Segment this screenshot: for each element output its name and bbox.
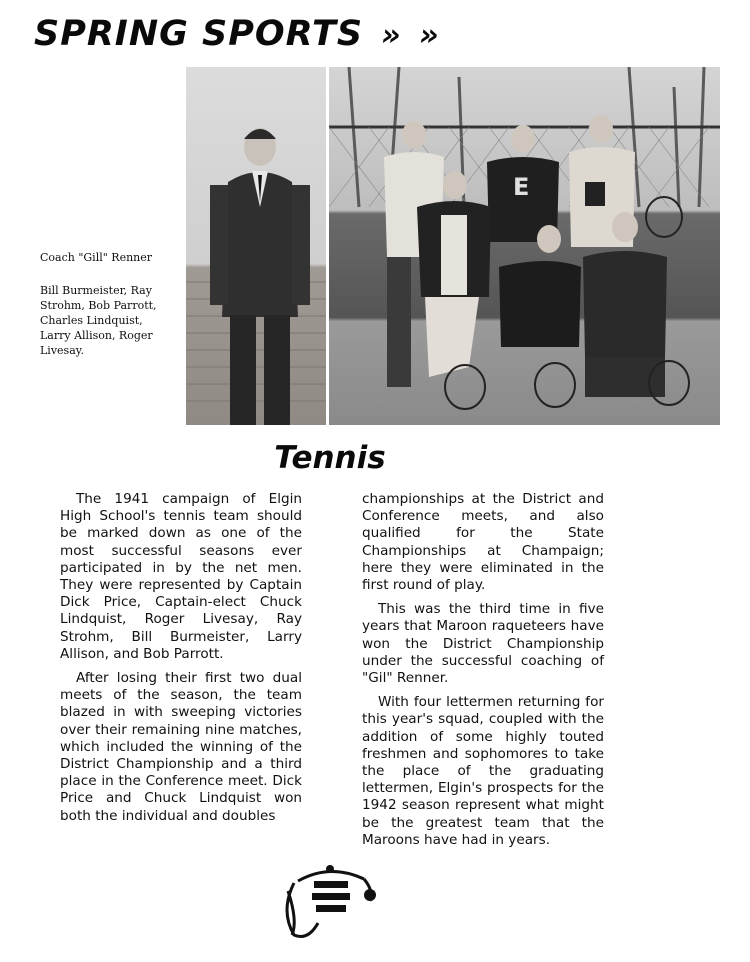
article-column-right: [362, 491, 604, 856]
team-figures-icon: [329, 67, 720, 425]
coach-figure-icon: [186, 67, 326, 425]
article-title: Tennis: [274, 440, 386, 476]
article-paragraph-part: championships at the District and Conference meets, and also qualified for the State Championships at Champaign; here they were eliminated in the first round of play.: [362, 491, 604, 594]
article-paragraph: The 1941 campaign of Elgin High School's tennis team should be marked down as one of the most successful seasons ever participated in by the net men. They were represented by Captain Dick Price, Captain-elect Chuck Lindquist, Roger Livesay, Ray Strohm, Bill Burmeister, Larry Allison, and Bob Parrott.: [60, 491, 302, 662]
team-photo: [329, 67, 720, 425]
coach-photo: [186, 67, 326, 425]
article-paragraph: This was the third time in five years that Maroon raqueteers have won the District Championship under the successful coaching of "Gil" Renner.: [362, 601, 604, 687]
chevron-icon: » »: [381, 18, 443, 53]
team-sweater-letter: E: [513, 173, 530, 201]
coach-caption: Coach "Gill" Renner: [40, 251, 153, 264]
article-paragraph: With four lettermen returning for this year's squad, coupled with the addition of some highly touted freshmen and sophomores to take the place of the graduating lettermen, Elgin's prospects for the 1942 season represent what might be the greatest team that the Maroons have had in years.: [362, 694, 604, 848]
scales-emblem-icon: [278, 861, 382, 945]
team-caption: Bill Burmeister, Ray Strohm, Bob Parrott, Charles Lindquist, Larry Allison, Roger Livesay.: [40, 284, 157, 357]
article-column-left: [60, 491, 302, 832]
page-header: [34, 14, 443, 54]
section-title: SPRING SPORTS: [34, 14, 364, 54]
article-paragraph-part: After losing their first two dual meets of the season, the team blazed in with sweeping victories over their remaining nine matches, which included the winning of the District Championship and a third place in the Conference meet. Dick Price and Chuck Lindquist won both the individual and doubles: [60, 670, 302, 824]
